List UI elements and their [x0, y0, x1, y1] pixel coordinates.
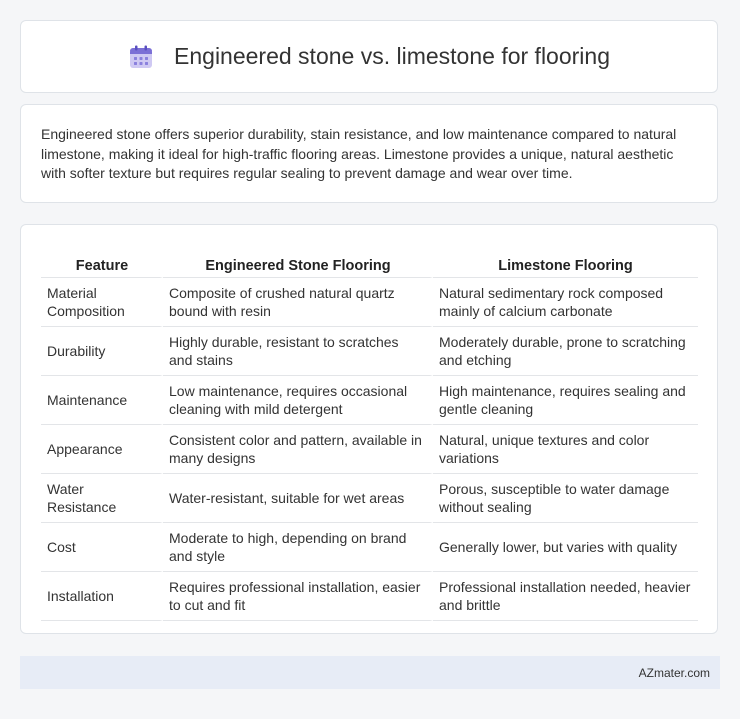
header-feature: Feature [75, 258, 129, 274]
limestone-cell: Generally lower, but varies with quality [433, 522, 698, 571]
table-row [41, 522, 698, 571]
feature-cell: Cost [41, 522, 163, 571]
footer-brand[interactable]: AZmater.com [638, 665, 710, 680]
table-row [41, 277, 698, 326]
comparison-table [41, 241, 698, 621]
table-row [41, 424, 698, 473]
feature-cell: Maintenance [41, 375, 163, 424]
table-row [41, 473, 698, 522]
engineered-cell: Requires professional installation, easier to cut and fit [163, 571, 433, 621]
summary-text: Engineered stone offers superior durability, stain resistance, and low maintenance compared to natural limestone, making it ideal for high-traffic flooring areas. Limestone provides a unique, natural aesthetic with softer texture but requires regular sealing to prevent damage and wear over time. [41, 126, 677, 181]
title-card [20, 20, 718, 93]
feature-cell: Durability [41, 326, 163, 375]
table-row [41, 375, 698, 424]
calendar-icon [128, 44, 154, 70]
limestone-cell: Moderately durable, prone to scratching and etching [433, 326, 698, 375]
comparison-table-card [20, 224, 718, 634]
limestone-cell: Natural sedimentary rock composed mainly of calcium carbonate [433, 277, 698, 326]
limestone-cell: Porous, susceptible to water damage without sealing [433, 473, 698, 522]
limestone-cell: High maintenance, requires sealing and gentle cleaning [433, 375, 698, 424]
engineered-cell: Highly durable, resistant to scratches and stains [163, 326, 433, 375]
table-header-row [41, 241, 698, 277]
engineered-cell: Water-resistant, suitable for wet areas [163, 473, 433, 522]
engineered-cell: Low maintenance, requires occasional cleaning with mild detergent [163, 375, 433, 424]
feature-cell: Installation [41, 571, 163, 621]
header-engineered-stone: Engineered Stone Flooring [205, 258, 391, 274]
feature-cell: Material Composition [41, 277, 163, 326]
limestone-cell: Natural, unique textures and color variations [433, 424, 698, 473]
feature-cell: Water Resistance [41, 473, 163, 522]
engineered-cell: Consistent color and pattern, available in many designs [163, 424, 433, 473]
feature-cell: Appearance [41, 424, 163, 473]
table-row [41, 571, 698, 621]
page-title: Engineered stone vs. limestone for flooring [174, 43, 610, 69]
summary-card [20, 104, 718, 203]
table-row [41, 326, 698, 375]
engineered-cell: Composite of crushed natural quartz bound with resin [163, 277, 433, 326]
limestone-cell: Professional installation needed, heavier and brittle [433, 571, 698, 621]
footer-bar [20, 656, 720, 689]
title-wrap [128, 43, 610, 70]
header-limestone: Limestone Flooring [498, 258, 633, 274]
engineered-cell: Moderate to high, depending on brand and style [163, 522, 433, 571]
